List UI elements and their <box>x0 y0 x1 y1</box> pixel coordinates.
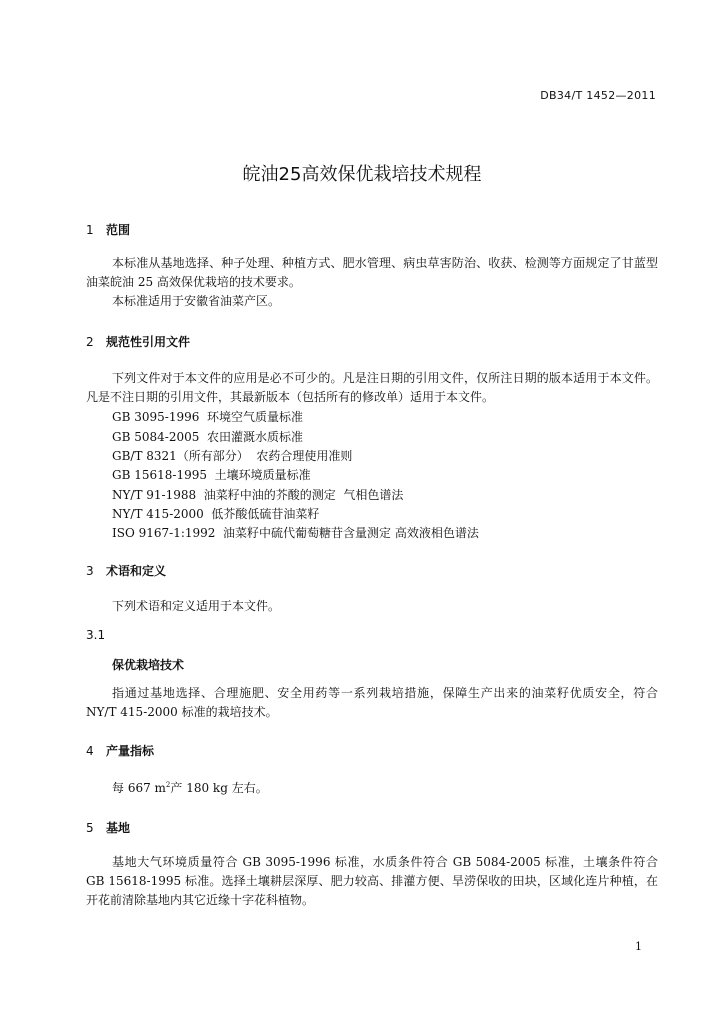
section-2-heading: 2 规范性引用文件 <box>86 335 191 349</box>
section-5-paragraph: 基地大气环境质量符合 GB 3095-1996 标准，水质条件符合 GB 5084-2005 标准，土壤条件符合 GB 15618-1995 标准。选择土壤耕层深厚、肥力较高、排灌方便、旱涝保收的田块，区域化连片种植，在开花前清除基地内其它近缘十字花科植物。 <box>86 855 658 907</box>
page-number: 1 <box>635 940 642 953</box>
section-1-heading: 1 范围 <box>86 223 131 237</box>
reference-item: GB/T 8321（所有部分） 农药合理使用准则 <box>112 449 353 463</box>
section-3-paragraph: 下列术语和定义适用于本文件。 <box>112 599 281 613</box>
section-1-scope: 本标准适用于安徽省油菜产区。 <box>112 294 281 308</box>
reference-item: GB 5084-2005 农田灌溉水质标准 <box>112 430 303 444</box>
reference-item: GB 3095-1996 环境空气质量标准 <box>112 410 303 424</box>
term-heading: 保优栽培技术 <box>112 658 185 672</box>
reference-item: NY/T 91-1988 油菜籽中油的芥酸的测定 气相色谱法 <box>112 488 404 502</box>
section-4-heading: 4 产量指标 <box>86 744 155 758</box>
yield-target: 每 667 $m^2$产 180 kg 左右。 <box>112 781 268 795</box>
subsection-number: 3.1 <box>86 628 106 642</box>
section-5-heading: 5 基地 <box>86 821 131 835</box>
section-3-heading: 3 术语和定义 <box>86 564 167 578</box>
standard-code: DB34/T 1452—2011 <box>540 89 656 102</box>
reference-item: ISO 9167-1:1992 油菜籽中硫代葡萄糖苷含量测定 高效液相色谱法 <box>112 526 479 540</box>
reference-item: NY/T 415-2000 低芥酸低硫苷油菜籽 <box>112 507 320 521</box>
term-definition: 指通过基地选择、合理施肥、安全用药等一系列栽培措施，保障生产出来的油菜籽优质安全，符合NY/T 415-2000 标准的栽培技术。 <box>86 686 658 719</box>
section-2-paragraph: 下列文件对于本文件的应用是必不可少的。凡是注日期的引用文件，仅所注日期的版本适用于本文件。凡是不注日期的引用文件，其最新版本（包括所有的修改单）适用于本文件。 <box>86 371 658 404</box>
reference-item: GB 15618-1995 土壤环境质量标准 <box>112 468 311 482</box>
document-title: 皖油25高效保优栽培技术规程 <box>242 164 482 185</box>
section-1-paragraph: 本标准从基地选择、种子处理、种植方式、肥水管理、病虫草害防治、收获、检测等方面规定了甘蓝型油菜皖油 25 高效保优栽培的技术要求。 <box>86 256 658 289</box>
